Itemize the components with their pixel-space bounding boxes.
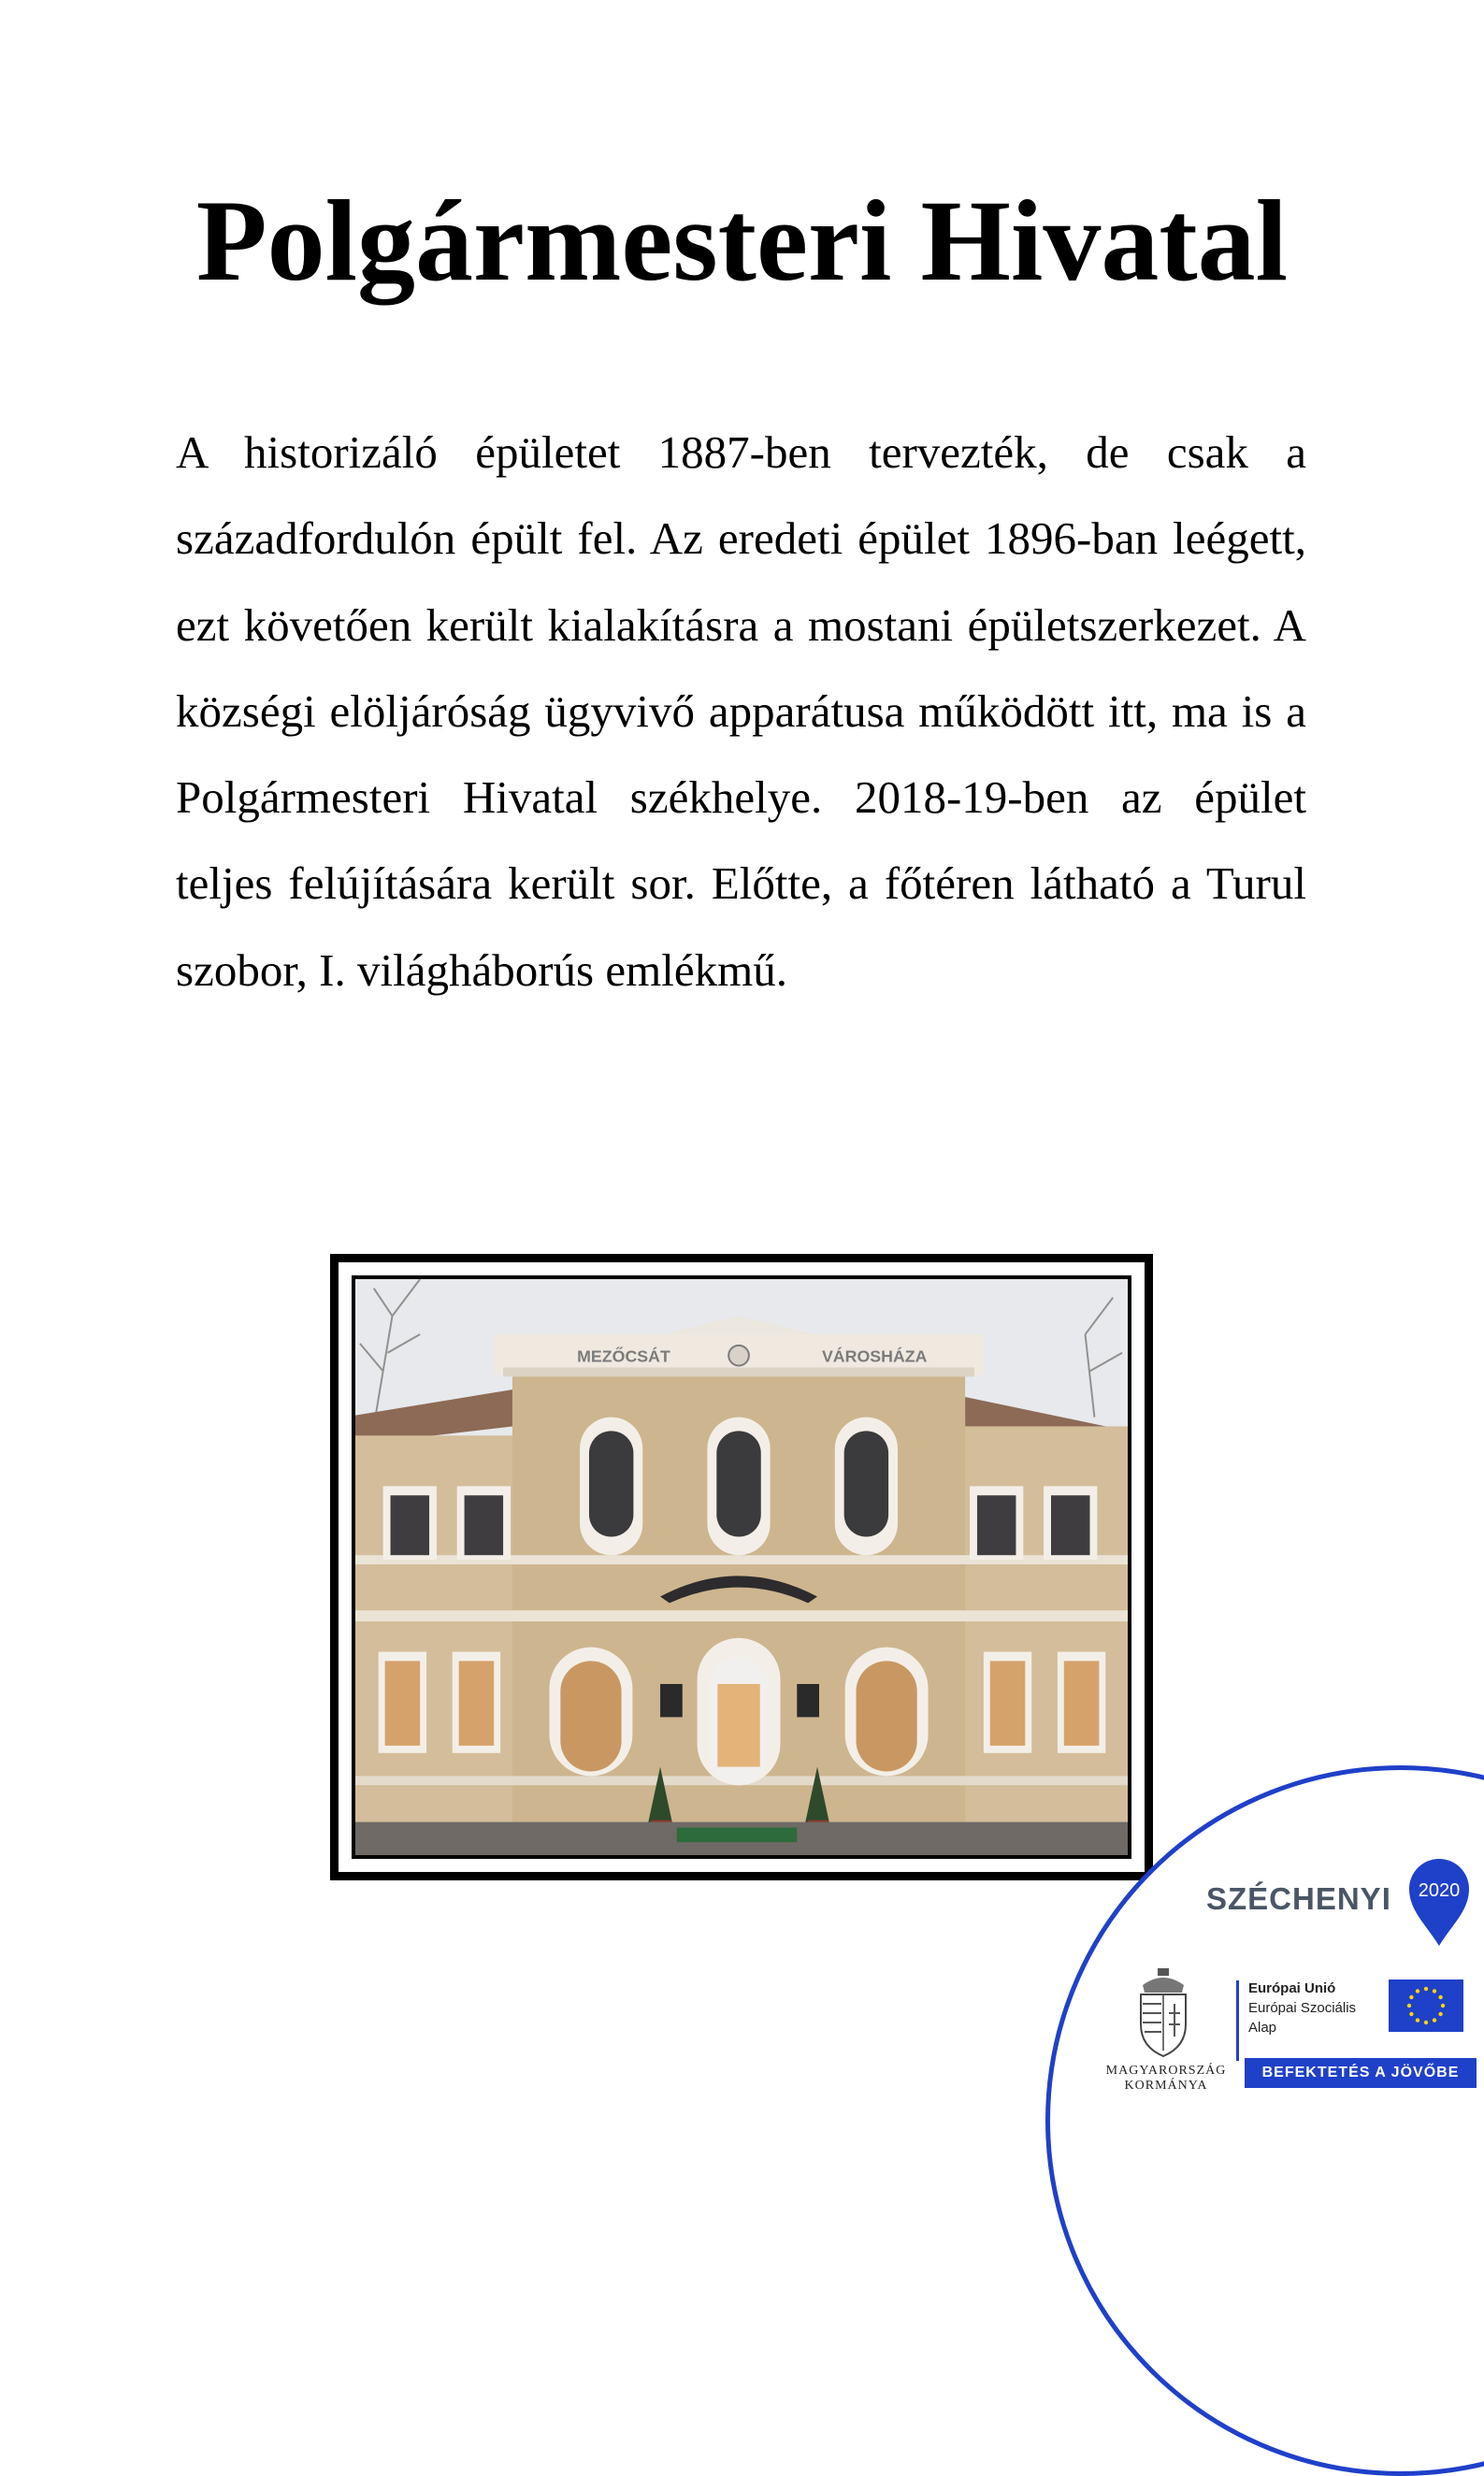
facade-sign-left: MEZŐCSÁT: [577, 1346, 670, 1366]
description-paragraph: A historizáló épületet 1887-ben tervezték, de csak a századfordulón épült fel. Az eredeti épület 1896-ban leégett, ezt követően került kialakításra a mostani épületszerkezet. A községi elöljáróság ügyvivő apparátusa működött itt, ma is a Polgármesteri Hivatal székhelye. 2018-19-ben az épület teljes felújítására került sor. Előtte, a főtéren látható a Turul szobor, I. világháborús emlékmű.: [176, 426, 1306, 996]
map-pin-icon: [1406, 1856, 1472, 1948]
eu-divider: [1236, 1980, 1239, 2061]
year-label: 2020: [1418, 1880, 1461, 1901]
eu-label: Európai Unió Európai Szociális Alap: [1248, 1980, 1357, 2036]
government-label: MAGYARORSZÁG KORMÁNYA: [1105, 2064, 1227, 2093]
coat-of-arms-icon: [1133, 1966, 1193, 2060]
facade-sign-right: VÁROSHÁZA: [821, 1346, 928, 1366]
building-photo-frame: [330, 1254, 1153, 1880]
slogan-banner: BEFEKTETÉS A JÖVŐBE: [1245, 2058, 1477, 2088]
eu-flag-icon: [1389, 1979, 1463, 2032]
town-hall-photo: [352, 1275, 1131, 1859]
szechenyi-label: SZÉCHENYI: [1206, 1881, 1391, 1916]
page-title: Polgármesteri Hivatal: [195, 177, 1289, 305]
